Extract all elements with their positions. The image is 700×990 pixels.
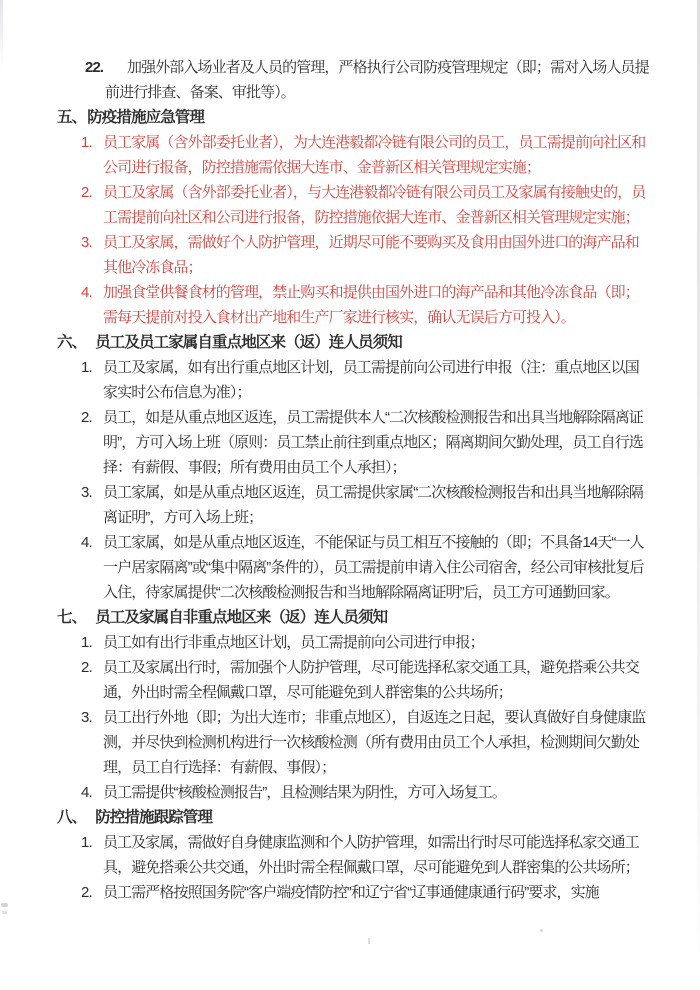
- scan-artifact: [1, 903, 8, 907]
- section-title: 员工及家属自非重点地区来（返）连人员须知: [95, 609, 388, 626]
- list-item: [81, 705, 651, 780]
- item-text: 员工出行外地（即；为出大连市；非重点地区），自返连之日起，要认真做好自身健康监测，并尽快到检测机构进行一次核酸检测（所有费用由员工个人承担，检测期间欠勤处理，员工自行选择：有薪假、事假）；: [103, 709, 646, 776]
- item-number: 1.: [81, 834, 92, 851]
- item-number: 3.: [81, 234, 92, 251]
- sections: [0, 105, 700, 905]
- item-text: 员工及家属出行时，需加强个人防护管理，尽可能选择私家交通工具，避免搭乘公共交通，外出时需全程佩戴口罩，尽可能避免到人群密集的公共场所；: [103, 659, 639, 701]
- item-text: 员工，如是从重点地区返连，员工需提供本人“二次核酸检测报告和出具当地解除隔离证明”，方可入场上班（原则：员工禁止前往到重点地区；隔离期间欠勤处理，员工自行选择：有薪假、事假；所有费用由员工个人承担）；: [103, 409, 643, 476]
- item-text: 员工家属，如是从重点地区返连，员工需提供家属“二次核酸检测报告和出具当地解除隔离证明”，方可入场上班；: [103, 484, 643, 526]
- item-number: 4.: [81, 534, 92, 551]
- item-text: 员工及家属（含外部委托业者），与大连港毅都冷链有限公司员工及家属有接触史的，员工需提前向社区和公司进行报备，防控措施依据大连市、金普新区相关管理规定实施；: [103, 184, 646, 226]
- list-item: [81, 530, 651, 605]
- list-item: [81, 630, 651, 655]
- item-text: 员工如有出行非重点地区计划，员工需提前向公司进行申报；: [103, 634, 484, 651]
- section-title: 员工及员工家属自重点地区来（返）连人员须知: [95, 334, 402, 351]
- item-number: 1.: [81, 359, 92, 376]
- section-heading: [57, 605, 700, 630]
- item-number: 1.: [81, 134, 92, 151]
- section-heading: [57, 805, 700, 830]
- scan-edge-left: [0, 0, 3, 70]
- item-text: 员工及家属，需做好个人防护管理，近期尽可能不要购买及食用由国外进口的海产品和其他冷冻食品；: [103, 234, 639, 276]
- section-number: 七、: [57, 609, 87, 626]
- section-number: 八、: [57, 809, 87, 826]
- list-item: [81, 230, 651, 280]
- item-number: 4.: [81, 284, 92, 301]
- item-number: 3.: [81, 484, 92, 501]
- section-heading: [57, 105, 700, 130]
- item-text: 员工需严格按照国务院“客户端疫情防控”和辽宁省“辽事通健康通行码”要求，实施: [103, 884, 599, 901]
- section-title: 防疫措施应急管理: [87, 109, 205, 126]
- list-item: [81, 130, 651, 180]
- scan-artifact: [368, 938, 370, 944]
- item-text: 员工家属（含外部委托业者），为大连港毅都冷链有限公司的员工，员工需提前向社区和公司进行报备，防控措施需依据大连市、金普新区相关管理规定实施；: [103, 134, 646, 176]
- item-number: 4.: [81, 784, 92, 801]
- item-number: 3.: [81, 709, 92, 726]
- item-text: 加强食堂供餐食材的管理，禁止购买和提供由国外进口的海产品和其他冷冻食品（即；需每天提前对投入食材出产地和生产厂家进行核实，确认无误后方可投入）。: [103, 284, 639, 326]
- item-number: 2.: [81, 884, 92, 901]
- section-number: 六、: [57, 334, 87, 351]
- item-text: 员工及家属，需做好自身健康监测和个人防护管理，如需出行时尽可能选择私家交通工具，避免搭乘公共交通，外出时需全程佩戴口罩，尽可能避免到人群密集的公共场所；: [103, 834, 639, 876]
- list-item: [81, 830, 651, 880]
- list-item: [81, 480, 651, 530]
- list-item: [81, 180, 651, 230]
- item-number: 2.: [81, 659, 92, 676]
- item-number: 22.: [85, 59, 104, 76]
- list-item: [81, 355, 651, 405]
- item-text: 员工需提供“核酸检测报告”，且检测结果为阴性，方可入场复工。: [103, 784, 506, 801]
- section-number: 五、: [57, 109, 87, 126]
- scan-artifact: [2, 911, 7, 914]
- item-number: 2.: [81, 184, 92, 201]
- list-item: [81, 405, 651, 480]
- item-text: 加强外部入场业者及人员的管理，严格执行公司防疫管理规定（即；需对入场人员提前进行排查、备案、审批等）。: [105, 59, 649, 101]
- list-item: [81, 780, 651, 805]
- list-item: [81, 880, 651, 905]
- list-item: [81, 655, 651, 705]
- list-item: [81, 280, 651, 330]
- list-item: [85, 55, 651, 105]
- item-text: 员工家属，如是从重点地区返连，不能保证与员工相互不接触的（即；不具备14天“一人一户居家隔离”或“集中隔离”条件的），员工需提前申请入住公司宿舍，经公司审核批复后入住，待家属提供“二次核酸检测报告和当地解除隔离证明”后，员工方可通勤回家。: [103, 534, 644, 601]
- scan-artifact: [540, 929, 543, 932]
- item-number: 2.: [81, 409, 92, 426]
- item-text: 员工及家属，如有出行重点地区计划，员工需提前向公司进行申报（注：重点地区以国家实时公布信息为准）；: [103, 359, 639, 401]
- section-heading: [57, 330, 700, 355]
- section-title: 防控措施跟踪管理: [95, 809, 213, 826]
- item-number: 1.: [81, 634, 92, 651]
